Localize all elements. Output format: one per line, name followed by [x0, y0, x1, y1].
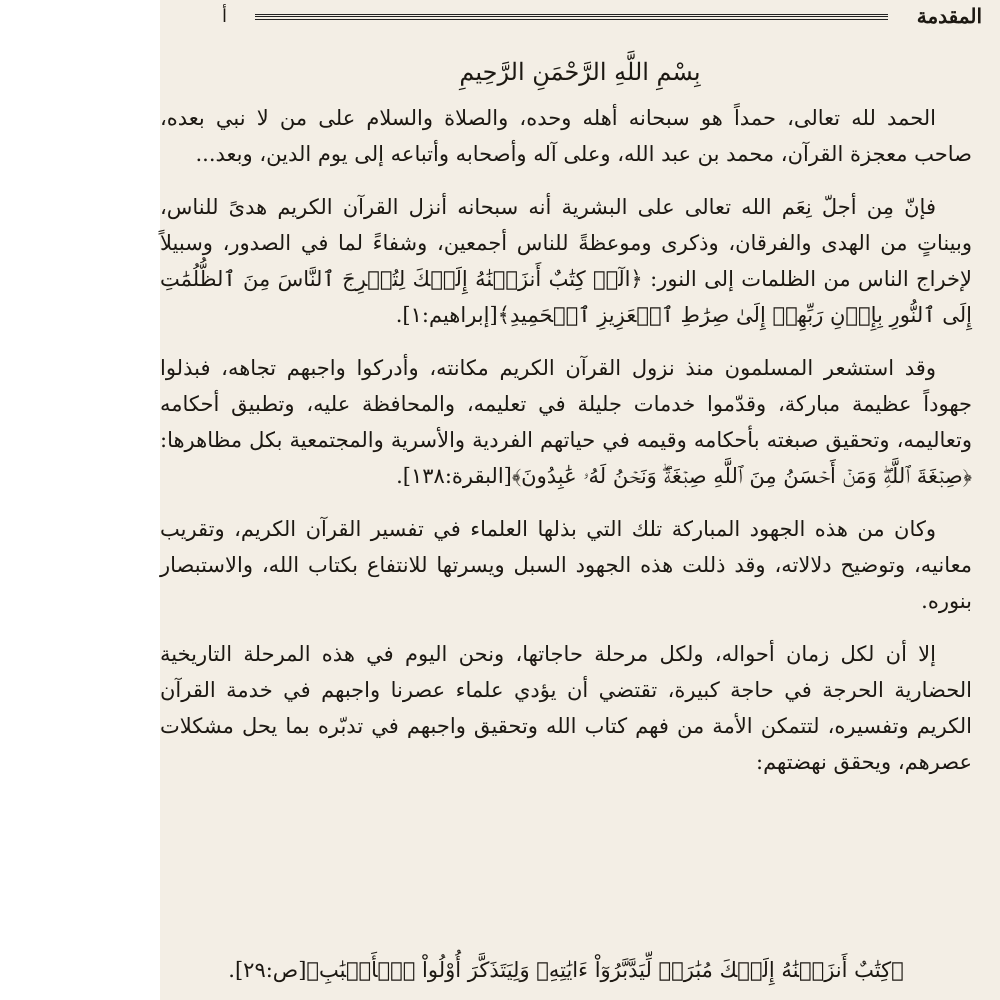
closing-verse: ﴿كِتَٰبٌ أَنزَلۡنَٰهُ إِلَيۡكَ مُبَٰرَكٞ لِّيَدَّبَّرُوٓاْ ءَايَٰتِهِۦ وَلِيَتَذَكَّرَ أُوْلُواْ ٱلۡأَلۡبَٰبِ﴾[ص:٢٩]. [228, 958, 904, 982]
page-header [160, 0, 1000, 34]
paragraph-3: وقد استشعر المسلمون منذ نزول القرآن الكريم مكانته، وأدركوا واجبهم تجاهه، فبذلوا جهوداً عظيمة مباركة، وقدّموا خدمات جليلة في تعليمه، والمحافظة عليه، وتطبيق أحكامه وتعاليمه، وتحقيق صبغته بأحكامه وقيمه في حياتهم الفردية والأسرية والمجتمعية بكل مظاهرها: ﴿صِبۡغَةَ ٱللَّهِۖ وَمَنۡ أَحۡسَنُ مِنَ ٱللَّهِ صِبۡغَةٗۖ وَنَحۡنُ لَهُۥ عَٰبِدُونَ﴾[البقرة:١٣٨]. [160, 356, 972, 488]
page-number: أ [222, 6, 228, 27]
header-rule [255, 14, 888, 20]
chapter-title: المقدمة [916, 4, 982, 28]
paragraph-4: وكان من هذه الجهود المباركة تلك التي بذلها العلماء في تفسير القرآن الكريم، وتقريب معانيه، وتوضيح دلالاته، وقد ذللت هذه الجهود السبل ويسرتها للانتفاع بكتاب الله، والاستبصار بنوره. [160, 517, 972, 613]
paragraph-2: فإنّ مِن أجلّ نِعَم الله تعالى على البشرية أنه سبحانه أنزل القرآن الكريم هدىً للناس، وبيناتٍ من الهدى والفرقان، وذكرى وموعظةً للناس أجمعين، وشفاءً لما في الصدور، وسبيلاً لإخراج الناس من الظلمات إلى النور: ﴿الٓرۚ كِتَٰبٌ أَنزَلۡنَٰهُ إِلَيۡكَ لِتُخۡرِجَ ٱلنَّاسَ مِنَ ٱلظُّلُمَٰتِ إِلَى ٱلنُّورِ بِإِذۡنِ رَبِّهِمۡ إِلَىٰ صِرَٰطِ ٱلۡعَزِيزِ ٱلۡحَمِيدِ﴾[إبراهيم:١]. [160, 195, 972, 327]
page-margin [0, 0, 160, 1000]
body-text [160, 100, 972, 797]
paragraph-5: إلا أن لكل زمان أحواله، ولكل مرحلة حاجاتها، ونحن اليوم في هذه المرحلة التاريخية الحضارية الحرجة في حاجة كبيرة، تقتضي أن يؤدي علماء عصرنا واجبهم في خدمة القرآن الكريم وتفسيره، لتتمكن الأمة من فهم كتاب الله وتحقيق واجبهم في تدبّره بما يحل مشكلات عصرهم، ويحقق نهضتهم: [160, 642, 972, 774]
paragraph-1: الحمد لله تعالى، حمداً هو سبحانه أهله وحده، والصلاة والسلام على من لا نبي بعده، صاحب معجزة القرآن، محمد بن عبد الله، وعلى آله وأصحابه وأتباعه إلى يوم الدين، وبعد... [160, 106, 972, 166]
basmala: بِسْمِ اللَّهِ الرَّحْمَنِ الرَّحِيمِ [459, 58, 701, 86]
